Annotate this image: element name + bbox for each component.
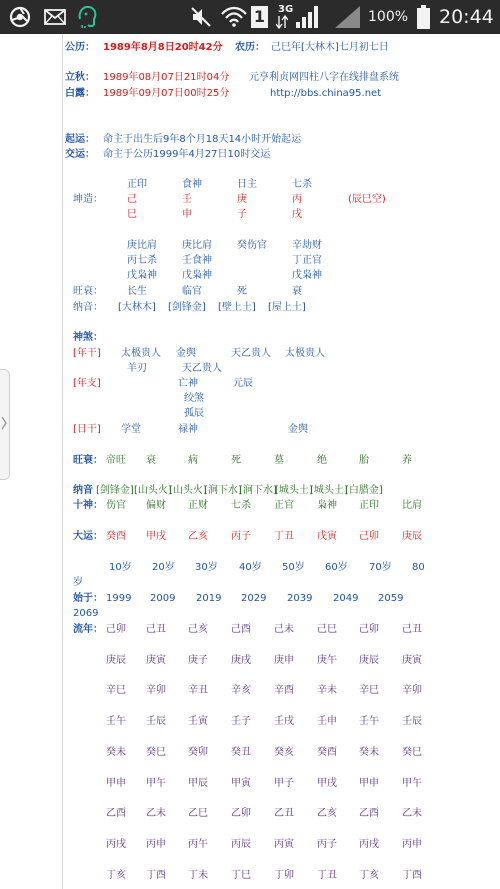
dayun-year: 1999 — [106, 593, 132, 604]
bazi-shishen-hour: 七杀 — [292, 179, 312, 190]
wangshuai-value: 死 — [237, 286, 247, 297]
shensha-row-label: [年支] — [73, 378, 101, 389]
shensha-item: 孤辰 — [184, 408, 204, 419]
gongli-label: 公历： — [65, 42, 95, 53]
liunian-cell: 丙寅 — [274, 839, 294, 850]
liunian-cell: 乙巳 — [188, 808, 208, 819]
liunian-cell: 癸酉 — [317, 747, 337, 758]
shensha-item: 天乙贵人 — [182, 363, 222, 374]
liunian-cell: 庚午 — [317, 655, 337, 666]
mute-icon — [190, 0, 212, 34]
battery-icon — [417, 0, 430, 34]
dayun-age: 30岁 — [195, 562, 218, 573]
liunian-cell: 甲寅 — [231, 778, 251, 789]
dayun-age: 10岁 — [109, 562, 132, 573]
wangshuai-value: 临官 — [182, 286, 202, 297]
dayun-age: 60岁 — [325, 562, 348, 573]
shiyu-label: 始于： — [73, 593, 103, 604]
changsheng-item: 养 — [402, 455, 412, 466]
liunian-cell: 甲辰 — [188, 778, 208, 789]
bazi-zhi-year: 巳 — [127, 209, 137, 220]
jiaoyun-label: 交运： — [65, 149, 95, 160]
liqiu-label: 立秋： — [65, 72, 95, 83]
dayun-ganzhi: 乙亥 — [188, 531, 208, 542]
liunian-cell: 己卯 — [106, 624, 126, 635]
qiyun-label: 起运： — [65, 134, 95, 145]
signal-strength-icon — [334, 0, 362, 34]
jiaoyun-value: 命主于公历1999年4月27日10时交运 — [103, 149, 271, 160]
liunian-cell: 丙戌 — [359, 839, 379, 850]
liunian-cell: 辛亥 — [231, 685, 251, 696]
dayun-nayin: [剑锋金] — [96, 485, 134, 496]
email-icon — [44, 0, 66, 34]
nongli-label: 农历： — [235, 42, 265, 53]
site-url-link[interactable]: http://bbs.china95.net — [270, 88, 382, 99]
dayun-ganzhi: 丁丑 — [274, 531, 294, 542]
liunian-cell: 丁酉 — [146, 870, 166, 881]
shensha-row-label: [年干] — [73, 348, 101, 359]
liunian-cell: 庚戌 — [231, 655, 251, 666]
shensha-item: 天乙贵人 — [231, 348, 271, 359]
dayun-nayin: [白腊金] — [345, 485, 383, 496]
dayun-shishen: 伤官 — [106, 500, 126, 511]
dayun-age-tail: 岁 — [73, 577, 83, 588]
liunian-cell: 丁卯 — [274, 870, 294, 881]
liunian-cell: 丁未 — [188, 870, 208, 881]
liunian-cell: 己亥 — [188, 624, 208, 635]
bazi-result-page — [62, 34, 500, 889]
dayun-age: 40岁 — [239, 562, 262, 573]
canggan: 戊枭神 — [292, 270, 322, 281]
liunian-cell: 乙酉 — [359, 808, 379, 819]
canggan: 戊枭神 — [182, 270, 212, 281]
dayun-ganzhi: 甲戌 — [146, 531, 166, 542]
bazi-zhi-month: 申 — [182, 209, 192, 220]
changsheng-item: 帝旺 — [106, 455, 126, 466]
chevron-right-icon — [1, 416, 7, 430]
wangshuai-value: 衰 — [292, 286, 302, 297]
canggan: 戊枭神 — [127, 270, 157, 281]
liunian-cell: 己巳 — [317, 624, 337, 635]
dayun-shishen: 比肩 — [402, 500, 422, 511]
liunian-cell: 癸巳 — [402, 747, 422, 758]
dayun-nayin: [城头土] — [310, 485, 348, 496]
notification-face-icon — [76, 0, 98, 34]
liunian-cell: 壬辰 — [146, 716, 166, 727]
liunian-label: 流年： — [73, 624, 103, 635]
liunian-cell: 庚辰 — [106, 655, 126, 666]
liunian-cell: 丁酉 — [402, 870, 422, 881]
liunian-cell: 庚子 — [188, 655, 208, 666]
liunian-cell: 乙亥 — [317, 808, 337, 819]
bazi-zhi-hour: 戌 — [292, 209, 302, 220]
nayin-label: 纳音： — [73, 302, 103, 313]
liunian-cell: 丙子 — [317, 839, 337, 850]
liunian-cell: 辛巳 — [106, 685, 126, 696]
liunian-cell: 壬戌 — [274, 716, 294, 727]
liunian-cell: 丙申 — [146, 839, 166, 850]
liunian-cell: 丁巳 — [231, 870, 251, 881]
liunian-cell: 辛卯 — [146, 685, 166, 696]
liunian-cell: 癸亥 — [274, 747, 294, 758]
battery-percent: 100% — [368, 9, 409, 25]
kongwang: (辰巳空) — [348, 194, 386, 205]
dayun-age: 80 — [412, 562, 425, 573]
liunian-cell: 甲午 — [402, 778, 422, 789]
changsheng-item: 死 — [231, 455, 241, 466]
shensha-item: 绞煞 — [184, 393, 204, 404]
wangshuai-value: 长生 — [127, 286, 147, 297]
liunian-cell: 丙戌 — [106, 839, 126, 850]
status-bar — [0, 0, 500, 34]
page-top-edge — [63, 34, 500, 40]
wifi-icon — [221, 0, 247, 34]
liunian-cell: 辛酉 — [274, 685, 294, 696]
dayun-shishen-label: 十神： — [73, 500, 103, 511]
dayun-ganzhi: 癸酉 — [106, 531, 126, 542]
network-3g-signal-icon: 3G — [276, 0, 322, 34]
side-drawer-handle[interactable] — [0, 369, 10, 480]
shensha-item: 禄神 — [178, 424, 198, 435]
dayun-shishen: 正印 — [359, 500, 379, 511]
liunian-cell: 壬辰 — [402, 716, 422, 727]
nayin-value: [屋上土] — [268, 302, 306, 313]
dayun-year: 2049 — [333, 593, 359, 604]
liunian-cell: 己未 — [274, 624, 294, 635]
changsheng-label: 旺衰： — [73, 455, 103, 466]
canggan: 丙七杀 — [127, 255, 157, 266]
canggan: 丁正官 — [292, 255, 322, 266]
site-name: 元亨利贞网四柱八字在线排盘系统 — [249, 72, 399, 83]
nayin-value: [大林木] — [118, 302, 156, 313]
bazi-shishen-day: 日主 — [237, 179, 257, 190]
liunian-cell: 辛卯 — [402, 685, 422, 696]
dayun-year: 2019 — [196, 593, 222, 604]
browser-app-icon — [9, 0, 31, 34]
dayun-age: 70岁 — [369, 562, 392, 573]
dayun-nayin: [涧下水] — [204, 485, 242, 496]
liunian-cell: 壬子 — [231, 716, 251, 727]
kunzao-label: 坤造： — [73, 194, 103, 205]
liunian-cell: 辛未 — [317, 685, 337, 696]
liunian-cell: 壬午 — [106, 716, 126, 727]
bazi-gan-year: 己 — [127, 194, 137, 205]
liunian-cell: 乙未 — [402, 808, 422, 819]
liunian-cell: 己卯 — [359, 624, 379, 635]
sim-1-badge: 1 — [251, 0, 268, 34]
liunian-cell: 甲午 — [146, 778, 166, 789]
liunian-cell: 乙卯 — [231, 808, 251, 819]
shensha-item: 金舆 — [288, 424, 308, 435]
canggan: 庚比肩 — [182, 240, 212, 251]
dayun-year: 2009 — [150, 593, 176, 604]
dayun-age: 50岁 — [282, 562, 305, 573]
shensha-row-label: [日干] — [73, 424, 101, 435]
wangshuai-label: 旺衰： — [73, 286, 103, 297]
liunian-cell: 丁丑 — [317, 870, 337, 881]
liunian-cell: 甲戌 — [317, 778, 337, 789]
dayun-year: 2059 — [378, 593, 404, 604]
dayun-year: 2039 — [287, 593, 313, 604]
dayun-ganzhi: 戊寅 — [317, 531, 337, 542]
liunian-cell: 己丑 — [402, 624, 422, 635]
dayun-shishen: 七杀 — [231, 500, 251, 511]
changsheng-item: 绝 — [317, 455, 327, 466]
shensha-item: 太极贵人 — [121, 348, 161, 359]
liunian-cell: 癸卯 — [188, 747, 208, 758]
dayun-year: 2029 — [241, 593, 267, 604]
liunian-cell: 壬申 — [317, 716, 337, 727]
bailu-label: 白露： — [65, 88, 95, 99]
liunian-cell: 乙未 — [146, 808, 166, 819]
dayun-nayin: [山头火] — [134, 485, 172, 496]
dayun-ganzhi: 庚辰 — [402, 531, 422, 542]
liunian-cell: 辛丑 — [188, 685, 208, 696]
liunian-cell: 丙申 — [402, 839, 422, 850]
liunian-cell: 丙辰 — [231, 839, 251, 850]
dayun-shishen: 正财 — [188, 500, 208, 511]
bazi-zhi-day: 子 — [237, 209, 247, 220]
bazi-gan-month: 壬 — [182, 194, 192, 205]
liqiu-value: 1989年08月07日21时04分 — [103, 72, 230, 83]
dayun-nayin-label: 纳音 — [73, 485, 93, 496]
canggan: 庚比肩 — [127, 240, 157, 251]
shensha-item: 金舆 — [176, 348, 196, 359]
liunian-cell: 乙酉 — [106, 808, 126, 819]
shensha-item: 元辰 — [233, 378, 253, 389]
changsheng-item: 墓 — [274, 455, 284, 466]
canggan: 癸伤官 — [237, 240, 267, 251]
changsheng-item: 胎 — [359, 455, 369, 466]
dayun-ganzhi: 己卯 — [359, 531, 379, 542]
liunian-cell: 甲申 — [106, 778, 126, 789]
bazi-gan-hour: 丙 — [292, 194, 302, 205]
dayun-shishen: 枭神 — [317, 500, 337, 511]
liunian-cell: 丁亥 — [359, 870, 379, 881]
liunian-cell: 丙午 — [188, 839, 208, 850]
bazi-shishen-year: 正印 — [127, 179, 147, 190]
liunian-cell: 己酉 — [231, 624, 251, 635]
dayun-label: 大运： — [73, 531, 103, 542]
gongli-value: 1989年8月8日20时42分 — [103, 42, 223, 53]
nayin-value: [剑锋金] — [168, 302, 206, 313]
dayun-shishen: 偏财 — [146, 500, 166, 511]
liunian-cell: 庚辰 — [359, 655, 379, 666]
dayun-nayin: [山头火] — [169, 485, 207, 496]
shensha-title: 神煞： — [73, 332, 103, 343]
dayun-age: 20岁 — [152, 562, 175, 573]
liunian-cell: 癸丑 — [231, 747, 251, 758]
canggan: 辛劫财 — [292, 240, 322, 251]
changsheng-item: 衰 — [146, 455, 156, 466]
dayun-nayin: [涧下水] — [239, 485, 277, 496]
liunian-cell: 庚寅 — [402, 655, 422, 666]
dayun-year-tail: 2069 — [73, 608, 99, 619]
shensha-item: 学堂 — [121, 424, 141, 435]
liunian-cell: 丁亥 — [106, 870, 126, 881]
bailu-value: 1989年09月07日00时25分 — [103, 88, 230, 99]
qiyun-value: 命主于出生后9年8个月18天14小时开始起运 — [103, 134, 302, 145]
shensha-item: 羊刃 — [127, 363, 147, 374]
dayun-shishen: 正官 — [274, 500, 294, 511]
liunian-cell: 甲子 — [274, 778, 294, 789]
liunian-cell: 甲申 — [359, 778, 379, 789]
shensha-item: 太极贵人 — [285, 348, 325, 359]
liunian-cell: 庚申 — [274, 655, 294, 666]
liunian-cell: 壬午 — [359, 716, 379, 727]
clock: 20:44 — [439, 6, 494, 28]
liunian-cell: 癸巳 — [146, 747, 166, 758]
dayun-nayin: [城头土] — [275, 485, 313, 496]
bazi-gan-day: 庚 — [237, 194, 247, 205]
shensha-item: 亡神 — [178, 378, 198, 389]
liunian-cell: 癸未 — [106, 747, 126, 758]
liunian-cell: 乙丑 — [274, 808, 294, 819]
liunian-cell: 壬寅 — [188, 716, 208, 727]
bazi-shishen-month: 食神 — [182, 179, 202, 190]
nongli-value: 己巳年[大林木]七月初七日 — [271, 42, 389, 53]
liunian-cell: 庚寅 — [146, 655, 166, 666]
changsheng-item: 病 — [188, 455, 198, 466]
liunian-cell: 癸未 — [359, 747, 379, 758]
liunian-cell: 辛巳 — [359, 685, 379, 696]
canggan: 壬食神 — [182, 255, 212, 266]
dayun-ganzhi: 丙子 — [231, 531, 251, 542]
liunian-cell: 己丑 — [146, 624, 166, 635]
nayin-value: [壁上土] — [218, 302, 256, 313]
